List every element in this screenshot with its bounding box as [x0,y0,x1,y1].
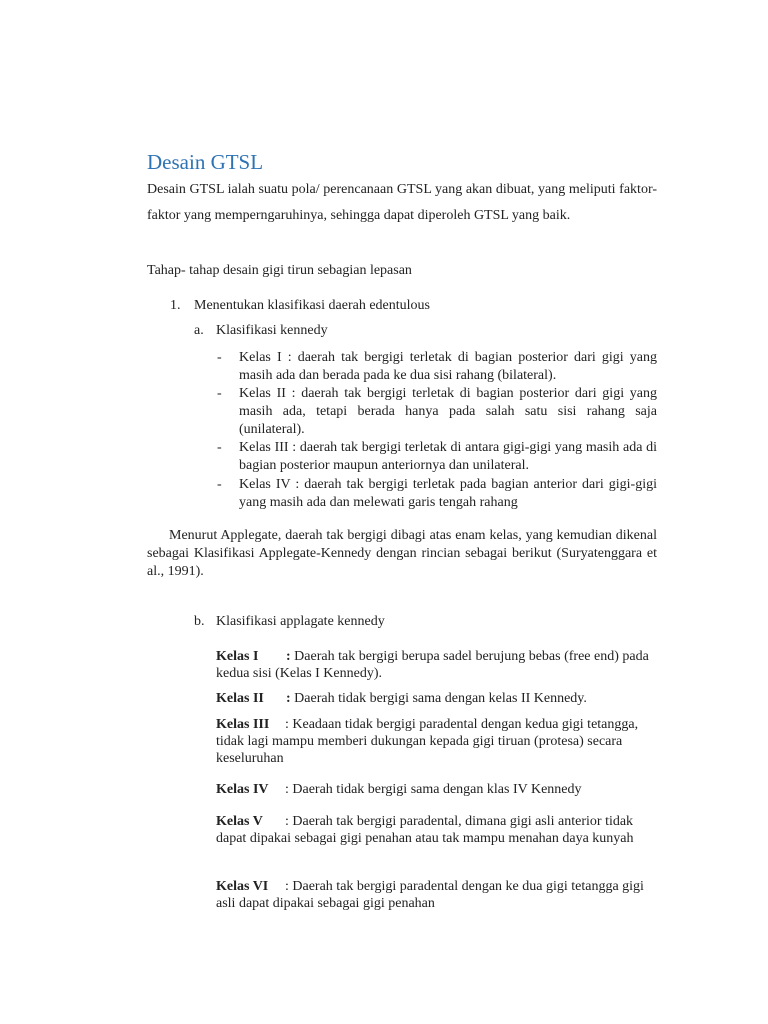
bullet-dash: - [217,477,222,492]
class-description: Keadaan tidak bergigi paradental dengan kedua gigi tetangga, tidak lagi mampu memberi dukungan kepada gigi tiruan (protesa) secara keseluruhan [216,717,639,766]
list-item-marker: 1. [170,298,181,313]
class-label: Kelas IV [216,782,269,797]
applegate-class-item [216,781,657,798]
class-description: Daerah tak bergigi paradental, dimana gigi asli anterior tidak dapat dipakai sebagai gigi penahan atau tak mampu menahan daya kunyah [216,814,634,846]
bullet-dash: - [217,350,222,365]
class-description: Daerah tak bergigi berupa sadel berujung bebas (free end) pada kedua sisi (Kelas I Kennedy). [216,649,649,681]
bullet-dash: - [217,440,222,455]
class-label: Kelas I [216,649,259,664]
sublist-heading: Klasifikasi applagate kennedy [216,614,385,629]
applegate-class-item [216,690,657,707]
class-separator: : [286,649,291,664]
class-label: Kelas III [216,717,270,732]
class-separator: : [285,814,289,829]
applegate-paragraph: Menurut Applegate, daerah tak bergigi dibagi atas enam kelas, yang kemudian dikenal sebagai Klasifikasi Applegate-Kennedy dengan rincian sebagai berikut (Suryatenggara et al., 1991). [147,528,657,579]
class-label: Kelas II [216,691,264,706]
kennedy-class-item: Kelas I : daerah tak bergigi terletak di bagian posterior dari gigi yang masih ada dan berada pada ke dua sisi rahang (bilateral). [239,350,657,383]
applegate-class-item [216,878,657,912]
class-description: Daerah tidak bergigi sama dengan kelas II Kennedy. [290,691,587,706]
applegate-class-item [216,716,657,767]
sublist-marker: b. [194,614,205,629]
sublist-heading: Klasifikasi kennedy [216,323,328,338]
sublist-marker: a. [194,323,204,338]
class-description: Daerah tak bergigi paradental dengan ke dua gigi tetangga gigi asli dapat dipakai sebagai gigi penahan [216,879,644,911]
kennedy-class-item: Kelas III : daerah tak bergigi terletak di antara gigi-gigi yang masih ada di bagian posterior maupun anteriornya dan unilateral. [239,440,657,473]
class-label: Kelas V [216,814,263,829]
applegate-class-item [216,648,657,682]
kennedy-class-item: Kelas IV : daerah tak bergigi terletak pada bagian anterior dari gigi-gigi yang masih ada dan melewati garis tengah rahang [239,477,657,510]
class-description: Daerah tidak bergigi sama dengan klas IV Kennedy [288,782,582,797]
stages-intro: Tahap- tahap desain gigi tirun sebagian lepasan [147,263,412,278]
class-separator: : [285,879,289,894]
class-label: Kelas VI [216,879,269,894]
bullet-dash: - [217,386,222,401]
class-separator: : [285,782,289,797]
applegate-class-item [216,813,657,847]
intro-paragraph: Desain GTSL ialah suatu pola/ perencanaan GTSL yang akan dibuat, yang meliputi faktor-faktor yang memperngaruhinya, sehingga dapat diperoleh GTSL yang baik. [147,182,657,223]
class-separator: : [286,691,291,706]
kennedy-class-item: Kelas II : daerah tak bergigi terletak di bagian posterior dari gigi yang masih ada, tetapi berada hanya pada salah satu sisi rahang saja (unilateral). [239,386,657,437]
page-title: Desain GTSL [147,150,264,174]
class-separator: : [285,717,289,732]
list-item-text: Menentukan klasifikasi daerah edentulous [194,298,430,313]
